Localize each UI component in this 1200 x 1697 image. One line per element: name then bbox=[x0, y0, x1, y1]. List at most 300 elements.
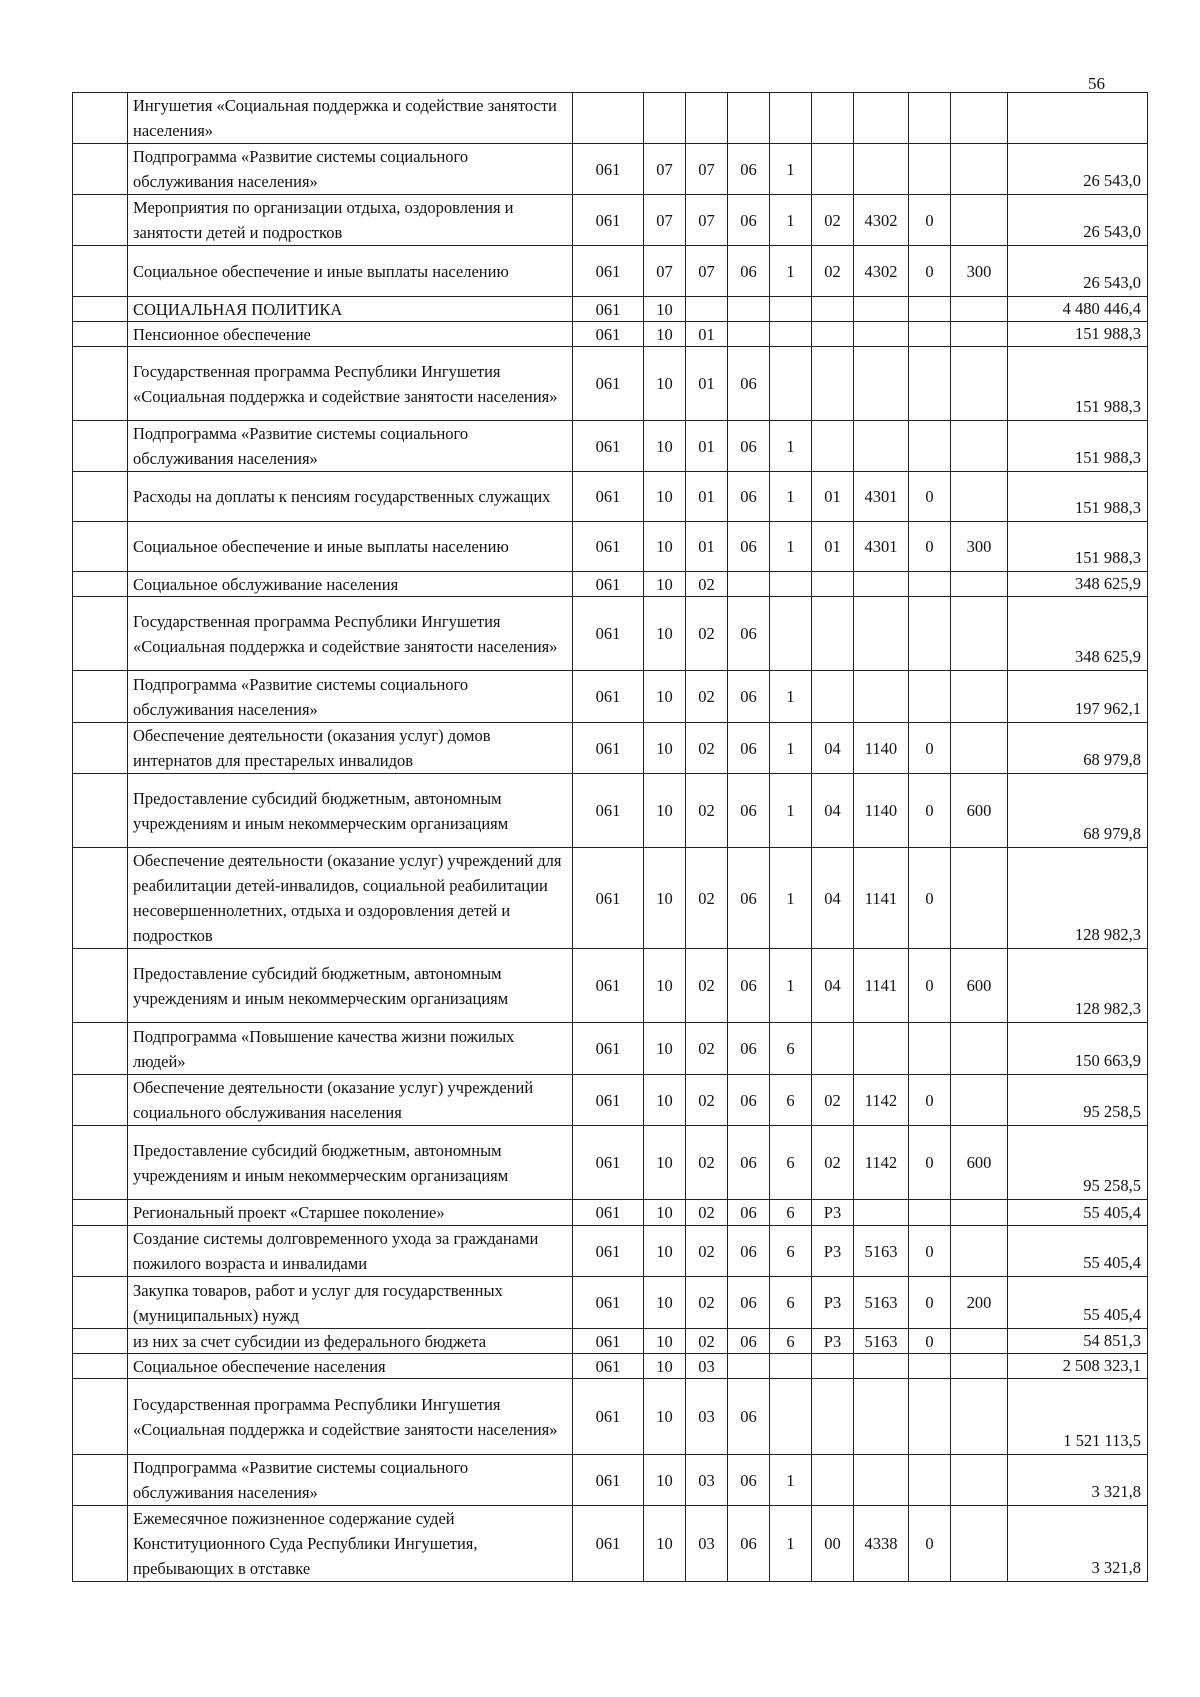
amount-cell: 128 982,3 bbox=[1008, 848, 1148, 949]
row-number-cell bbox=[73, 1354, 128, 1379]
amount-cell: 95 258,5 bbox=[1008, 1126, 1148, 1200]
code-cell-c2: 10 bbox=[644, 421, 686, 472]
code-cell-c2: 10 bbox=[644, 1226, 686, 1277]
code-cell-c8: 0 bbox=[909, 774, 951, 848]
code-cell-c9 bbox=[951, 1506, 1008, 1582]
code-cell-c7 bbox=[854, 597, 909, 671]
table-row bbox=[73, 1200, 1148, 1226]
row-number-cell bbox=[73, 93, 128, 144]
code-cell-c3 bbox=[686, 93, 728, 144]
code-cell-c4: 06 bbox=[728, 1023, 770, 1075]
code-cell-c6 bbox=[812, 421, 854, 472]
code-cell-c7 bbox=[854, 572, 909, 597]
code-cell-c8: 0 bbox=[909, 1126, 951, 1200]
table-row bbox=[73, 1354, 1148, 1379]
code-cell-c1: 061 bbox=[573, 421, 644, 472]
code-cell-c3: 03 bbox=[686, 1379, 728, 1455]
item-name-cell: Обеспечение деятельности (оказание услуг) учреждений для реабилитации детей-инвалидов, социальной реабилитации несовершеннолетних, отдыха и оздоровления детей и подростков bbox=[128, 848, 573, 949]
code-cell-c4: 06 bbox=[728, 1379, 770, 1455]
code-cell-c2: 10 bbox=[644, 1379, 686, 1455]
code-cell-c7: 4302 bbox=[854, 195, 909, 246]
code-cell-c6: Р3 bbox=[812, 1329, 854, 1354]
code-cell-c3: 02 bbox=[686, 848, 728, 949]
table-row bbox=[73, 93, 1148, 144]
code-cell-c8: 0 bbox=[909, 723, 951, 774]
code-cell-c5 bbox=[770, 347, 812, 421]
code-cell-c1: 061 bbox=[573, 774, 644, 848]
code-cell-c6 bbox=[812, 597, 854, 671]
code-cell-c8 bbox=[909, 347, 951, 421]
code-cell-c8 bbox=[909, 1379, 951, 1455]
amount-cell bbox=[1008, 93, 1148, 144]
code-cell-c3: 02 bbox=[686, 723, 728, 774]
amount-cell: 55 405,4 bbox=[1008, 1226, 1148, 1277]
code-cell-c9 bbox=[951, 297, 1008, 322]
code-cell-c9 bbox=[951, 1354, 1008, 1379]
code-cell-c7: 1140 bbox=[854, 723, 909, 774]
row-number-cell bbox=[73, 1329, 128, 1354]
code-cell-c1: 061 bbox=[573, 572, 644, 597]
code-cell-c3: 02 bbox=[686, 949, 728, 1023]
code-cell-c1: 061 bbox=[573, 1200, 644, 1226]
table-row bbox=[73, 949, 1148, 1023]
code-cell-c8: 0 bbox=[909, 522, 951, 572]
code-cell-c3: 02 bbox=[686, 572, 728, 597]
code-cell-c1: 061 bbox=[573, 1075, 644, 1126]
code-cell-c1: 061 bbox=[573, 1126, 644, 1200]
item-name-cell: Закупка товаров, работ и услуг для государственных (муниципальных) нужд bbox=[128, 1277, 573, 1329]
code-cell-c7 bbox=[854, 1200, 909, 1226]
code-cell-c4: 06 bbox=[728, 774, 770, 848]
table-row bbox=[73, 1455, 1148, 1506]
code-cell-c5: 1 bbox=[770, 144, 812, 195]
row-number-cell bbox=[73, 774, 128, 848]
code-cell-c3: 07 bbox=[686, 195, 728, 246]
code-cell-c7: 1141 bbox=[854, 848, 909, 949]
code-cell-c5: 6 bbox=[770, 1126, 812, 1200]
code-cell-c9: 600 bbox=[951, 1126, 1008, 1200]
item-name-cell: Подпрограмма «Развитие системы социального обслуживания населения» bbox=[128, 144, 573, 195]
code-cell-c3: 02 bbox=[686, 1226, 728, 1277]
code-cell-c9: 600 bbox=[951, 949, 1008, 1023]
code-cell-c9 bbox=[951, 347, 1008, 421]
item-name-cell: Ингушетия «Социальная поддержка и содействие занятости населения» bbox=[128, 93, 573, 144]
amount-cell: 348 625,9 bbox=[1008, 572, 1148, 597]
code-cell-c7 bbox=[854, 1023, 909, 1075]
table-row bbox=[73, 522, 1148, 572]
code-cell-c6: Р3 bbox=[812, 1277, 854, 1329]
code-cell-c7: 4302 bbox=[854, 246, 909, 297]
row-number-cell bbox=[73, 671, 128, 723]
code-cell-c9 bbox=[951, 723, 1008, 774]
code-cell-c7 bbox=[854, 144, 909, 195]
code-cell-c7: 5163 bbox=[854, 1226, 909, 1277]
item-name-cell: Социальное обеспечение и иные выплаты населению bbox=[128, 522, 573, 572]
code-cell-c6: 02 bbox=[812, 246, 854, 297]
code-cell-c2: 10 bbox=[644, 774, 686, 848]
table-row bbox=[73, 1226, 1148, 1277]
code-cell-c1: 061 bbox=[573, 322, 644, 347]
code-cell-c4: 06 bbox=[728, 522, 770, 572]
code-cell-c5: 1 bbox=[770, 671, 812, 723]
item-name-cell: Социальное обеспечение и иные выплаты населению bbox=[128, 246, 573, 297]
code-cell-c5: 6 bbox=[770, 1329, 812, 1354]
amount-cell: 95 258,5 bbox=[1008, 1075, 1148, 1126]
code-cell-c7: 4301 bbox=[854, 472, 909, 522]
row-number-cell bbox=[73, 1226, 128, 1277]
code-cell-c7: 5163 bbox=[854, 1329, 909, 1354]
code-cell-c9 bbox=[951, 1329, 1008, 1354]
amount-cell: 26 543,0 bbox=[1008, 195, 1148, 246]
row-number-cell bbox=[73, 144, 128, 195]
code-cell-c7: 1142 bbox=[854, 1126, 909, 1200]
code-cell-c6 bbox=[812, 297, 854, 322]
code-cell-c3: 07 bbox=[686, 144, 728, 195]
code-cell-c7: 5163 bbox=[854, 1277, 909, 1329]
code-cell-c2: 10 bbox=[644, 297, 686, 322]
code-cell-c4: 06 bbox=[728, 1277, 770, 1329]
code-cell-c8: 0 bbox=[909, 1075, 951, 1126]
code-cell-c5: 6 bbox=[770, 1277, 812, 1329]
amount-cell: 4 480 446,4 bbox=[1008, 297, 1148, 322]
code-cell-c4: 06 bbox=[728, 671, 770, 723]
code-cell-c6: 02 bbox=[812, 195, 854, 246]
code-cell-c5 bbox=[770, 1379, 812, 1455]
row-number-cell bbox=[73, 297, 128, 322]
code-cell-c1: 061 bbox=[573, 246, 644, 297]
code-cell-c5: 6 bbox=[770, 1200, 812, 1226]
code-cell-c1: 061 bbox=[573, 1277, 644, 1329]
code-cell-c9 bbox=[951, 597, 1008, 671]
amount-cell: 3 321,8 bbox=[1008, 1455, 1148, 1506]
code-cell-c6: 04 bbox=[812, 774, 854, 848]
code-cell-c8 bbox=[909, 1455, 951, 1506]
code-cell-c7 bbox=[854, 93, 909, 144]
code-cell-c2: 10 bbox=[644, 1200, 686, 1226]
item-name-cell: СОЦИАЛЬНАЯ ПОЛИТИКА bbox=[128, 297, 573, 322]
row-number-cell bbox=[73, 572, 128, 597]
code-cell-c8: 0 bbox=[909, 848, 951, 949]
code-cell-c3: 02 bbox=[686, 597, 728, 671]
amount-cell: 128 982,3 bbox=[1008, 949, 1148, 1023]
code-cell-c5: 1 bbox=[770, 1506, 812, 1582]
code-cell-c2: 10 bbox=[644, 522, 686, 572]
code-cell-c1: 061 bbox=[573, 1226, 644, 1277]
code-cell-c7: 4301 bbox=[854, 522, 909, 572]
amount-cell: 348 625,9 bbox=[1008, 597, 1148, 671]
code-cell-c5 bbox=[770, 572, 812, 597]
page-number: 56 bbox=[1088, 74, 1105, 93]
amount-cell: 68 979,8 bbox=[1008, 774, 1148, 848]
row-number-cell bbox=[73, 1379, 128, 1455]
code-cell-c7 bbox=[854, 322, 909, 347]
code-cell-c9 bbox=[951, 195, 1008, 246]
code-cell-c4: 06 bbox=[728, 1455, 770, 1506]
code-cell-c5: 1 bbox=[770, 246, 812, 297]
code-cell-c5 bbox=[770, 597, 812, 671]
code-cell-c4: 06 bbox=[728, 246, 770, 297]
item-name-cell: Государственная программа Республики Ингушетия «Социальная поддержка и содействие занятости населения» bbox=[128, 597, 573, 671]
code-cell-c5 bbox=[770, 322, 812, 347]
row-number-cell bbox=[73, 848, 128, 949]
code-cell-c8: 0 bbox=[909, 1329, 951, 1354]
amount-cell: 55 405,4 bbox=[1008, 1200, 1148, 1226]
code-cell-c6 bbox=[812, 322, 854, 347]
code-cell-c4: 06 bbox=[728, 195, 770, 246]
item-name-cell: Создание системы долговременного ухода за гражданами пожилого возраста и инвалидами bbox=[128, 1226, 573, 1277]
code-cell-c8: 0 bbox=[909, 1277, 951, 1329]
code-cell-c7: 4338 bbox=[854, 1506, 909, 1582]
item-name-cell: Государственная программа Республики Ингушетия «Социальная поддержка и содействие занятости населения» bbox=[128, 347, 573, 421]
amount-cell: 26 543,0 bbox=[1008, 246, 1148, 297]
code-cell-c9: 300 bbox=[951, 246, 1008, 297]
row-number-cell bbox=[73, 1200, 128, 1226]
code-cell-c9 bbox=[951, 1455, 1008, 1506]
code-cell-c8: 0 bbox=[909, 246, 951, 297]
code-cell-c5: 1 bbox=[770, 949, 812, 1023]
code-cell-c6 bbox=[812, 572, 854, 597]
amount-cell: 151 988,3 bbox=[1008, 322, 1148, 347]
code-cell-c1: 061 bbox=[573, 522, 644, 572]
amount-cell: 151 988,3 bbox=[1008, 347, 1148, 421]
code-cell-c9: 600 bbox=[951, 774, 1008, 848]
code-cell-c6: 01 bbox=[812, 522, 854, 572]
code-cell-c4: 06 bbox=[728, 144, 770, 195]
code-cell-c7: 1140 bbox=[854, 774, 909, 848]
code-cell-c8: 0 bbox=[909, 472, 951, 522]
item-name-cell: Предоставление субсидий бюджетным, автономным учреждениям и иным некоммерческим организациям bbox=[128, 774, 573, 848]
table-row bbox=[73, 347, 1148, 421]
code-cell-c9 bbox=[951, 1200, 1008, 1226]
code-cell-c4 bbox=[728, 93, 770, 144]
code-cell-c6 bbox=[812, 1354, 854, 1379]
code-cell-c2: 07 bbox=[644, 144, 686, 195]
code-cell-c6 bbox=[812, 1455, 854, 1506]
code-cell-c8 bbox=[909, 144, 951, 195]
item-name-cell: Предоставление субсидий бюджетным, автономным учреждениям и иным некоммерческим организациям bbox=[128, 949, 573, 1023]
code-cell-c8 bbox=[909, 671, 951, 723]
code-cell-c5: 1 bbox=[770, 421, 812, 472]
code-cell-c8 bbox=[909, 572, 951, 597]
code-cell-c3: 02 bbox=[686, 671, 728, 723]
code-cell-c2: 10 bbox=[644, 1506, 686, 1582]
code-cell-c8 bbox=[909, 1354, 951, 1379]
code-cell-c9 bbox=[951, 322, 1008, 347]
code-cell-c5 bbox=[770, 297, 812, 322]
code-cell-c2: 10 bbox=[644, 1023, 686, 1075]
code-cell-c2: 07 bbox=[644, 246, 686, 297]
code-cell-c2: 10 bbox=[644, 1075, 686, 1126]
code-cell-c4: 06 bbox=[728, 347, 770, 421]
code-cell-c3: 03 bbox=[686, 1506, 728, 1582]
table-row bbox=[73, 421, 1148, 472]
code-cell-c5: 1 bbox=[770, 472, 812, 522]
code-cell-c2: 10 bbox=[644, 472, 686, 522]
code-cell-c3: 02 bbox=[686, 1329, 728, 1354]
code-cell-c1: 061 bbox=[573, 144, 644, 195]
table-row bbox=[73, 246, 1148, 297]
code-cell-c4: 06 bbox=[728, 949, 770, 1023]
code-cell-c3: 02 bbox=[686, 774, 728, 848]
table-row bbox=[73, 1023, 1148, 1075]
table-row bbox=[73, 195, 1148, 246]
code-cell-c3: 02 bbox=[686, 1200, 728, 1226]
code-cell-c6: 04 bbox=[812, 949, 854, 1023]
item-name-cell: Обеспечение деятельности (оказания услуг) домов интернатов для престарелых инвалидов bbox=[128, 723, 573, 774]
item-name-cell: Государственная программа Республики Ингушетия «Социальная поддержка и содействие занятости населения» bbox=[128, 1379, 573, 1455]
code-cell-c7 bbox=[854, 1455, 909, 1506]
code-cell-c8 bbox=[909, 421, 951, 472]
code-cell-c9 bbox=[951, 144, 1008, 195]
row-number-cell bbox=[73, 1455, 128, 1506]
row-number-cell bbox=[73, 1126, 128, 1200]
code-cell-c3: 01 bbox=[686, 347, 728, 421]
code-cell-c9 bbox=[951, 93, 1008, 144]
code-cell-c2: 10 bbox=[644, 1277, 686, 1329]
amount-cell: 151 988,3 bbox=[1008, 522, 1148, 572]
code-cell-c7 bbox=[854, 347, 909, 421]
code-cell-c9 bbox=[951, 848, 1008, 949]
code-cell-c7 bbox=[854, 297, 909, 322]
code-cell-c8 bbox=[909, 297, 951, 322]
code-cell-c1: 061 bbox=[573, 1455, 644, 1506]
amount-cell: 151 988,3 bbox=[1008, 472, 1148, 522]
code-cell-c1: 061 bbox=[573, 472, 644, 522]
code-cell-c9 bbox=[951, 421, 1008, 472]
code-cell-c9 bbox=[951, 1023, 1008, 1075]
code-cell-c6: 02 bbox=[812, 1075, 854, 1126]
code-cell-c1: 061 bbox=[573, 597, 644, 671]
code-cell-c7: 1142 bbox=[854, 1075, 909, 1126]
item-name-cell: из них за счет субсидии из федерального бюджета bbox=[128, 1329, 573, 1354]
code-cell-c4: 06 bbox=[728, 1329, 770, 1354]
code-cell-c3: 03 bbox=[686, 1354, 728, 1379]
table-row bbox=[73, 144, 1148, 195]
code-cell-c6 bbox=[812, 1023, 854, 1075]
code-cell-c1: 061 bbox=[573, 1023, 644, 1075]
code-cell-c9: 300 bbox=[951, 522, 1008, 572]
code-cell-c2: 10 bbox=[644, 597, 686, 671]
code-cell-c9 bbox=[951, 671, 1008, 723]
code-cell-c5 bbox=[770, 93, 812, 144]
row-number-cell bbox=[73, 472, 128, 522]
item-name-cell: Обеспечение деятельности (оказание услуг) учреждений социального обслуживания населения bbox=[128, 1075, 573, 1126]
item-name-cell: Пенсионное обеспечение bbox=[128, 322, 573, 347]
code-cell-c1: 061 bbox=[573, 723, 644, 774]
code-cell-c7 bbox=[854, 671, 909, 723]
code-cell-c3: 02 bbox=[686, 1075, 728, 1126]
item-name-cell: Подпрограмма «Развитие системы социального обслуживания населения» bbox=[128, 421, 573, 472]
row-number-cell bbox=[73, 421, 128, 472]
table-row bbox=[73, 1329, 1148, 1354]
code-cell-c3: 07 bbox=[686, 246, 728, 297]
code-cell-c1: 061 bbox=[573, 1329, 644, 1354]
code-cell-c6 bbox=[812, 1379, 854, 1455]
item-name-cell: Подпрограмма «Развитие системы социального обслуживания населения» bbox=[128, 671, 573, 723]
code-cell-c5: 1 bbox=[770, 195, 812, 246]
item-name-cell: Социальное обслуживание населения bbox=[128, 572, 573, 597]
amount-cell: 55 405,4 bbox=[1008, 1277, 1148, 1329]
table-row bbox=[73, 322, 1148, 347]
amount-cell: 1 521 113,5 bbox=[1008, 1379, 1148, 1455]
code-cell-c3: 01 bbox=[686, 472, 728, 522]
code-cell-c6 bbox=[812, 144, 854, 195]
code-cell-c5: 1 bbox=[770, 848, 812, 949]
code-cell-c8: 0 bbox=[909, 1226, 951, 1277]
code-cell-c9 bbox=[951, 1075, 1008, 1126]
code-cell-c4: 06 bbox=[728, 421, 770, 472]
row-number-cell bbox=[73, 246, 128, 297]
code-cell-c6: 04 bbox=[812, 723, 854, 774]
code-cell-c1: 061 bbox=[573, 347, 644, 421]
code-cell-c1: 061 bbox=[573, 949, 644, 1023]
amount-cell: 150 663,9 bbox=[1008, 1023, 1148, 1075]
code-cell-c9: 200 bbox=[951, 1277, 1008, 1329]
code-cell-c2: 10 bbox=[644, 1126, 686, 1200]
amount-cell: 54 851,3 bbox=[1008, 1329, 1148, 1354]
code-cell-c5: 6 bbox=[770, 1075, 812, 1126]
code-cell-c5: 1 bbox=[770, 774, 812, 848]
code-cell-c5: 6 bbox=[770, 1226, 812, 1277]
code-cell-c2: 10 bbox=[644, 1354, 686, 1379]
code-cell-c5: 1 bbox=[770, 723, 812, 774]
code-cell-c3: 02 bbox=[686, 1023, 728, 1075]
code-cell-c2 bbox=[644, 93, 686, 144]
code-cell-c6 bbox=[812, 93, 854, 144]
code-cell-c5: 1 bbox=[770, 1455, 812, 1506]
code-cell-c7 bbox=[854, 421, 909, 472]
code-cell-c1: 061 bbox=[573, 1379, 644, 1455]
code-cell-c2: 10 bbox=[644, 671, 686, 723]
code-cell-c3: 01 bbox=[686, 322, 728, 347]
code-cell-c1: 061 bbox=[573, 195, 644, 246]
item-name-cell: Подпрограмма «Развитие системы социального обслуживания населения» bbox=[128, 1455, 573, 1506]
code-cell-c5 bbox=[770, 1354, 812, 1379]
amount-cell: 197 962,1 bbox=[1008, 671, 1148, 723]
budget-table bbox=[72, 92, 1148, 1582]
table-row bbox=[73, 774, 1148, 848]
code-cell-c7: 1141 bbox=[854, 949, 909, 1023]
item-name-cell: Ежемесячное пожизненное содержание судей Конституционного Суда Республики Ингушетия, пребывающих в отставке bbox=[128, 1506, 573, 1582]
code-cell-c4: 06 bbox=[728, 1126, 770, 1200]
code-cell-c6: 02 bbox=[812, 1126, 854, 1200]
code-cell-c4: 06 bbox=[728, 1506, 770, 1582]
item-name-cell: Региональный проект «Старшее поколение» bbox=[128, 1200, 573, 1226]
row-number-cell bbox=[73, 195, 128, 246]
row-number-cell bbox=[73, 1023, 128, 1075]
row-number-cell bbox=[73, 522, 128, 572]
table-row bbox=[73, 1379, 1148, 1455]
code-cell-c3: 03 bbox=[686, 1455, 728, 1506]
code-cell-c8 bbox=[909, 322, 951, 347]
code-cell-c3: 01 bbox=[686, 522, 728, 572]
code-cell-c1: 061 bbox=[573, 1354, 644, 1379]
table-row bbox=[73, 1075, 1148, 1126]
table-row bbox=[73, 472, 1148, 522]
code-cell-c6: Р3 bbox=[812, 1200, 854, 1226]
table-row bbox=[73, 297, 1148, 322]
code-cell-c4 bbox=[728, 297, 770, 322]
code-cell-c2: 10 bbox=[644, 723, 686, 774]
code-cell-c8: 0 bbox=[909, 195, 951, 246]
row-number-cell bbox=[73, 949, 128, 1023]
code-cell-c3: 02 bbox=[686, 1277, 728, 1329]
code-cell-c4: 06 bbox=[728, 848, 770, 949]
code-cell-c9 bbox=[951, 1226, 1008, 1277]
table-row bbox=[73, 572, 1148, 597]
code-cell-c5: 6 bbox=[770, 1023, 812, 1075]
code-cell-c4: 06 bbox=[728, 1075, 770, 1126]
